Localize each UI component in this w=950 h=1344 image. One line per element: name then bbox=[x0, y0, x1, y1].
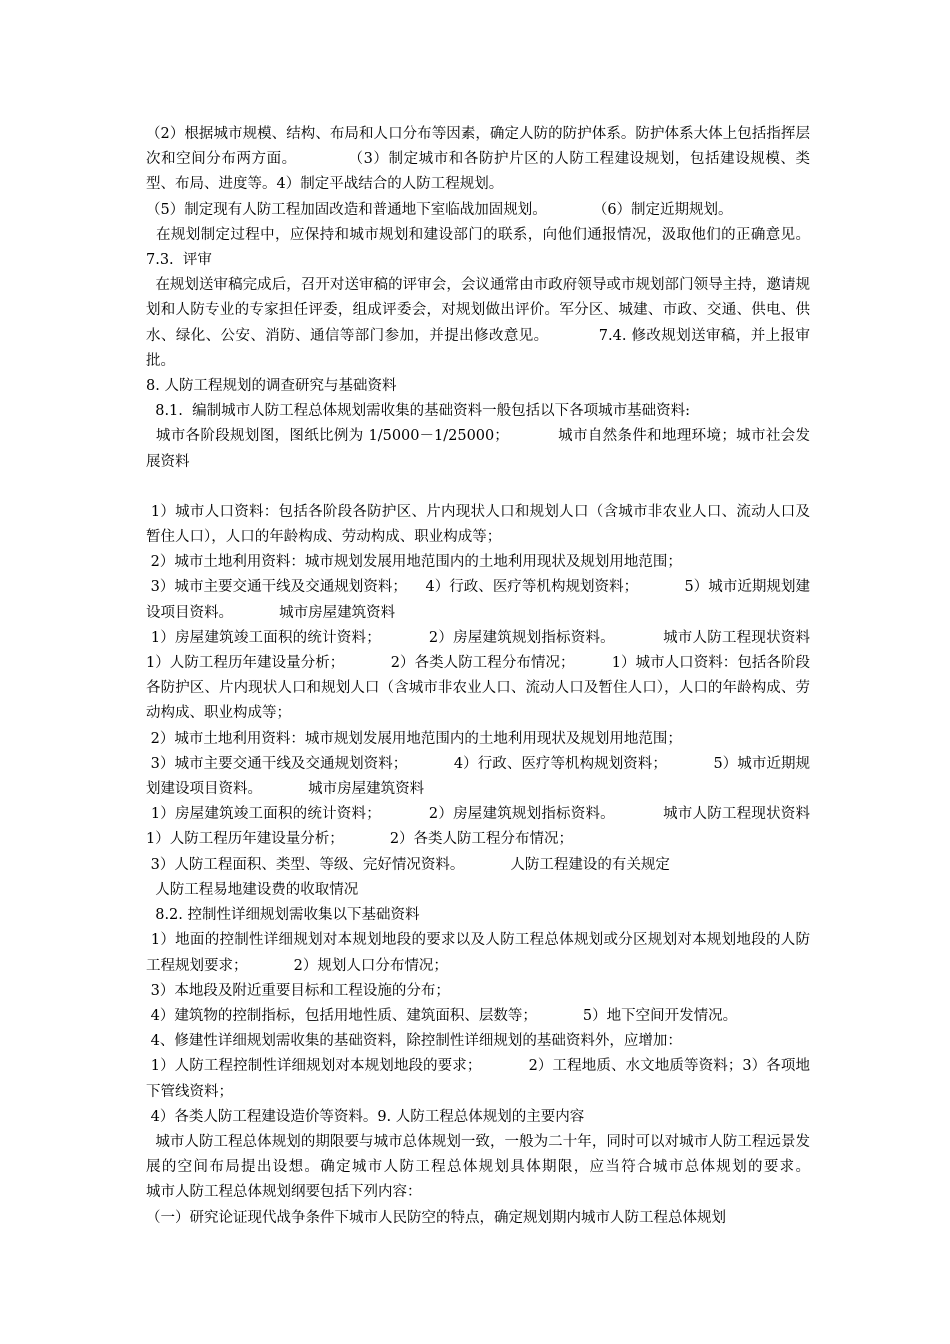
section-heading-8-1: 8.1. 编制城市人防工程总体规划需收集的基础资料一般包括以下各项城市基础资料: bbox=[146, 403, 690, 420]
list-item-cost-data: 4）各类人防工程建设造价等资料。9. 人防工程总体规划的主要内容 bbox=[146, 1108, 585, 1125]
list-item-relocation-fee: 人防工程易地建设费的收取情况 bbox=[146, 881, 359, 898]
list-item-population: 1）城市人口资料：包括各阶段各防护区、片内现状人口和规划人口（含城市非农业人口、流动人口及暂住人口），人口的年龄构成、劳动构成、职业构成等； bbox=[146, 503, 810, 546]
paragraph-planning-contact: 在规划制定过程中，应保持和城市规划和建设部门的联系，向他们通报情况，汲取他们的正确意见。 7.3. 评审 bbox=[146, 226, 857, 269]
list-item-project-area: 3）人防工程面积、类型、等级、完好情况资料。 人防工程建设的有关规定 bbox=[146, 856, 670, 873]
list-item-key-targets: 3）本地段及附近重要目标和工程设施的分布； bbox=[146, 982, 450, 999]
list-item-transport-repeat: 3）城市主要交通干线及交通规划资料； 4）行政、医疗等机构规划资料； 5）城市近期规划建设项目资料。 城市房屋建筑资料 bbox=[146, 755, 811, 798]
list-item-ground-control: 1）地面的控制性详细规划对本规划地段的要求以及人防工程总体规划或分区规划对本规划地段的人防工程规划要求； 2）规划人口分布情况； bbox=[146, 932, 810, 974]
list-item-transport: 3）城市主要交通干线及交通规划资料； 4）行政、医疗等机构规划资料； 5）城市近期规划建设项目资料。 城市房屋建筑资料 bbox=[146, 579, 810, 621]
paragraph-outline-item-1: （一）研究论证现代战争条件下城市人民防空的特点，确定规划期内城市人防工程总体规划 bbox=[146, 1209, 726, 1226]
list-item-buildings: 1）房屋建筑竣工面积的统计资料； 2）房屋建筑规划指标资料。 城市人防工程现状资料 1）人防工程历年建设量分析； 2）各类人防工程分布情况； 1）城市人口资料：包括各阶段各防护区、片内现状人口和规划人口（含城市非农业人口、流动人口及暂住人口），人口的年龄构成、劳动构成、职业构成等； bbox=[146, 629, 857, 722]
list-item-buildings-repeat: 1）房屋建筑竣工面积的统计资料； 2）房屋建筑规划指标资料。 城市人防工程现状资料 1）人防工程历年建设量分析； 2）各类人防工程分布情况； bbox=[146, 806, 857, 848]
section-heading-8-2: 8.2. 控制性详细规划需收集以下基础资料 bbox=[146, 907, 420, 924]
paragraph-protection-system: （2）根据城市规模、结构、布局和人口分布等因素，确定人防的防护体系。防护体系大体上包括指挥层次和空间分布两方面。 （3）制定城市和各防护片区的人防工程建设规划，包括建设规模、类型、布局、进度等。4）制定平战结合的人防工程规划。 bbox=[146, 126, 810, 193]
list-item-land-use: 2）城市土地利用资料：城市规划发展用地范围内的土地利用现状及规划用地范围； bbox=[146, 554, 682, 571]
list-item-building-indicators: 4）建筑物的控制指标，包括用地性质、建筑面积、层数等； 5）地下空间开发情况。 bbox=[146, 1007, 738, 1024]
paragraph-reinforcement-plan: （5）制定现有人防工程加固改造和普通地下室临战加固规划。 （6）制定近期规划。 bbox=[146, 201, 733, 218]
blank-line bbox=[146, 475, 810, 500]
list-item-constructive-plan: 4、修建性详细规划需收集的基础资料，除控制性详细规划的基础资料外，应增加： bbox=[146, 1033, 682, 1050]
list-item-land-use-repeat: 2）城市土地利用资料：城市规划发展用地范围内的土地利用现状及规划用地范围； bbox=[146, 730, 682, 747]
paragraph-overall-plan-period: 城市人防工程总体规划的期限要与城市总体规划一致，一般为二十年，同时可以对城市人防工程远景发展的空间布局提出设想。确定城市人防工程总体规划具体期限，应当符合城市总体规划的要求。 城市人防工程总体规划纲要包括下列内容： bbox=[146, 1133, 857, 1201]
section-heading-8: 8. 人防工程规划的调查研究与基础资料 bbox=[146, 378, 397, 395]
paragraph-review: 在规划送审稿完成后，召开对送审稿的评审会，会议通常由市政府领导或市规划部门领导主持，邀请规划和人防专业的专家担任评委，组成评委会，对规划做出评价。军分区、城建、市政、交通、供电、供水、绿化、公安、消防、通信等部门参加，并提出修改意见。 7.4. 修改规划送审稿，并上报审批。 bbox=[146, 277, 811, 369]
paragraph-planning-maps: 城市各阶段规划图，图纸比例为 1/5000－1/25000； 城市自然条件和地理环境；城市社会发展资料 bbox=[146, 428, 810, 470]
list-item-control-requirements: 1）人防工程控制性详细规划对本规划地段的要求； 2）工程地质、水文地质等资料；3）各项地下管线资料； bbox=[146, 1058, 811, 1100]
